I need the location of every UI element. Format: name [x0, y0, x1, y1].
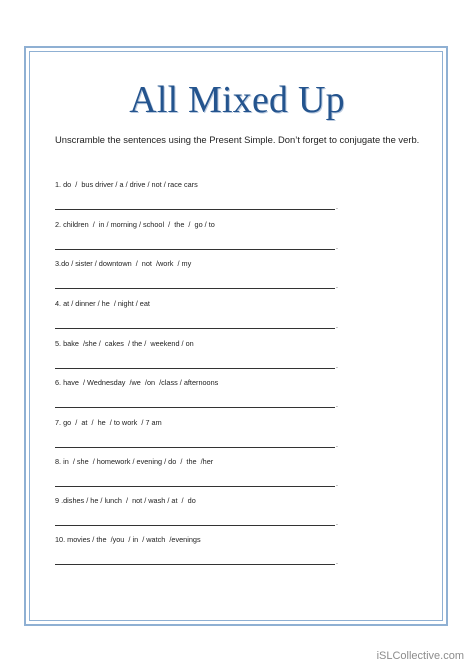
exercise-item-4: [55, 298, 355, 332]
exercise-item-5: [55, 338, 355, 372]
exercise-item-10: [55, 534, 355, 568]
instructions-text: Unscramble the sentences using the Present Simple. Don’t forget to conjugate the verb.: [55, 134, 420, 145]
answer-field[interactable]: [55, 242, 355, 253]
answer-field[interactable]: [55, 479, 355, 490]
answer-line: [55, 249, 335, 250]
answer-line: [55, 368, 335, 369]
exercise-prompt: 8. in / she / homework / evening / do / the /her: [55, 457, 214, 466]
answer-period: .: [336, 520, 338, 527]
answer-period: .: [336, 402, 338, 409]
worksheet-title: All Mixed Up: [129, 79, 345, 121]
answer-period: .: [336, 323, 338, 330]
exercise-prompt: 10. movies / the /you / in / watch /evenings: [55, 535, 201, 544]
exercise-item-2: [55, 219, 355, 253]
exercise-prompt: 6. have / Wednesday /we /on /class / afternoons: [55, 378, 219, 387]
exercise-prompt: 7. go / at / he / to work / 7 am: [55, 418, 162, 427]
answer-line: [55, 564, 335, 565]
exercise-prompt: 2. children / in / morning / school / the / go / to: [55, 220, 215, 229]
site-watermark: iSLCollective.com: [376, 650, 464, 662]
answer-period: .: [336, 244, 338, 251]
answer-line: [55, 288, 335, 289]
exercise-prompt: 4. at / dinner / he / night / eat: [55, 299, 150, 308]
exercise-prompt: 5. bake /she / cakes / the / weekend / on: [55, 339, 194, 348]
answer-line: [55, 407, 335, 408]
answer-line: [55, 486, 335, 487]
answer-field[interactable]: [55, 400, 355, 411]
answer-period: .: [336, 283, 338, 290]
exercise-item-9: [55, 495, 355, 529]
answer-period: .: [336, 204, 338, 211]
answer-field[interactable]: [55, 557, 355, 568]
answer-field[interactable]: [55, 361, 355, 372]
exercise-prompt: 1. do / bus driver / a / drive / not / race cars: [55, 180, 198, 189]
exercise-item-7: [55, 417, 355, 451]
answer-field[interactable]: [55, 440, 355, 451]
exercise-prompt: 3.do / sister / downtown / not /work / my: [55, 259, 192, 268]
answer-line: [55, 328, 335, 329]
answer-field[interactable]: [55, 202, 355, 213]
answer-period: .: [336, 481, 338, 488]
answer-line: [55, 447, 335, 448]
exercise-item-3: [55, 258, 355, 292]
answer-period: .: [336, 559, 338, 566]
answer-field[interactable]: [55, 321, 355, 332]
exercise-item-1: [55, 179, 355, 213]
exercise-prompt: 9 .dishes / he / lunch / not / wash / at / do: [55, 496, 196, 505]
answer-line: [55, 209, 335, 210]
exercise-item-8: [55, 456, 355, 490]
answer-line: [55, 525, 335, 526]
answer-field[interactable]: [55, 281, 355, 292]
answer-period: .: [336, 442, 338, 449]
answer-field[interactable]: [55, 518, 355, 529]
exercise-item-6: [55, 377, 355, 411]
answer-period: .: [336, 363, 338, 370]
